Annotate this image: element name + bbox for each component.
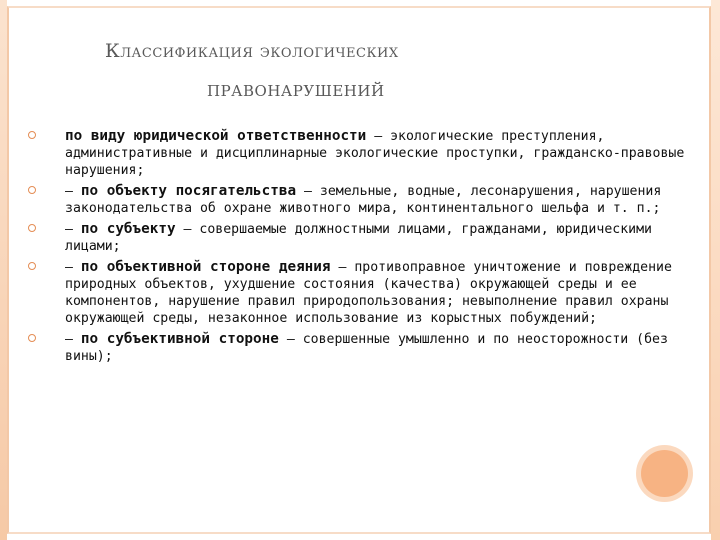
item-text: – экологические преступления, административные и дисциплинарные экологические проступки, гражданско-правовые нарушения; bbox=[65, 129, 685, 178]
list-item bbox=[28, 259, 688, 327]
left-edge-decoration bbox=[0, 0, 7, 540]
item-heading: по объективной стороне деяния bbox=[80, 259, 331, 275]
title-line-2: ПРАВОНАРУШЕНИЙ bbox=[207, 82, 385, 100]
item-prefix: – bbox=[65, 184, 81, 199]
item-heading: по субъективной стороне bbox=[80, 331, 279, 347]
bullet-circle-icon bbox=[28, 262, 36, 270]
item-prefix: – bbox=[65, 332, 81, 347]
list-item bbox=[28, 128, 688, 179]
right-edge-decoration bbox=[711, 0, 720, 540]
item-text: – совершенные умышленно и по неосторожности (без вины); bbox=[65, 332, 668, 364]
item-prefix: – bbox=[65, 260, 81, 275]
bullet-circle-icon bbox=[28, 186, 36, 194]
item-text: – совершаемые должностными лицами, гражданами, юридическими лицами; bbox=[65, 222, 652, 254]
bullet-circle-icon bbox=[28, 131, 36, 139]
list-item bbox=[28, 331, 688, 365]
item-heading: по субъекту bbox=[80, 221, 176, 237]
bullet-list bbox=[28, 128, 688, 369]
title-line-1: Классификация экологических bbox=[105, 40, 399, 62]
list-item bbox=[28, 221, 688, 255]
slide-title bbox=[95, 40, 655, 100]
list-item bbox=[28, 183, 688, 217]
item-heading: по виду юридической ответственности bbox=[65, 128, 367, 144]
bullet-circle-icon bbox=[28, 334, 36, 342]
item-text: – противоправное уничтожение и повреждение природных объектов, ухудшение состояния (качества) окружающей среды и ее компонентов, нарушение правил природопользования; невыполнение правил охраны окружающей среды, незаконное использование из корыстных побуждений; bbox=[65, 260, 672, 326]
item-prefix: – bbox=[65, 222, 81, 237]
bullet-circle-icon bbox=[28, 224, 36, 232]
decorative-circle-icon bbox=[641, 450, 688, 497]
item-heading: по объекту посягательства bbox=[80, 183, 297, 199]
item-text: – земельные, водные, лесонарушения, нарушения законодательства об охране животного мира, континентального шельфа и т. п.; bbox=[65, 184, 662, 216]
